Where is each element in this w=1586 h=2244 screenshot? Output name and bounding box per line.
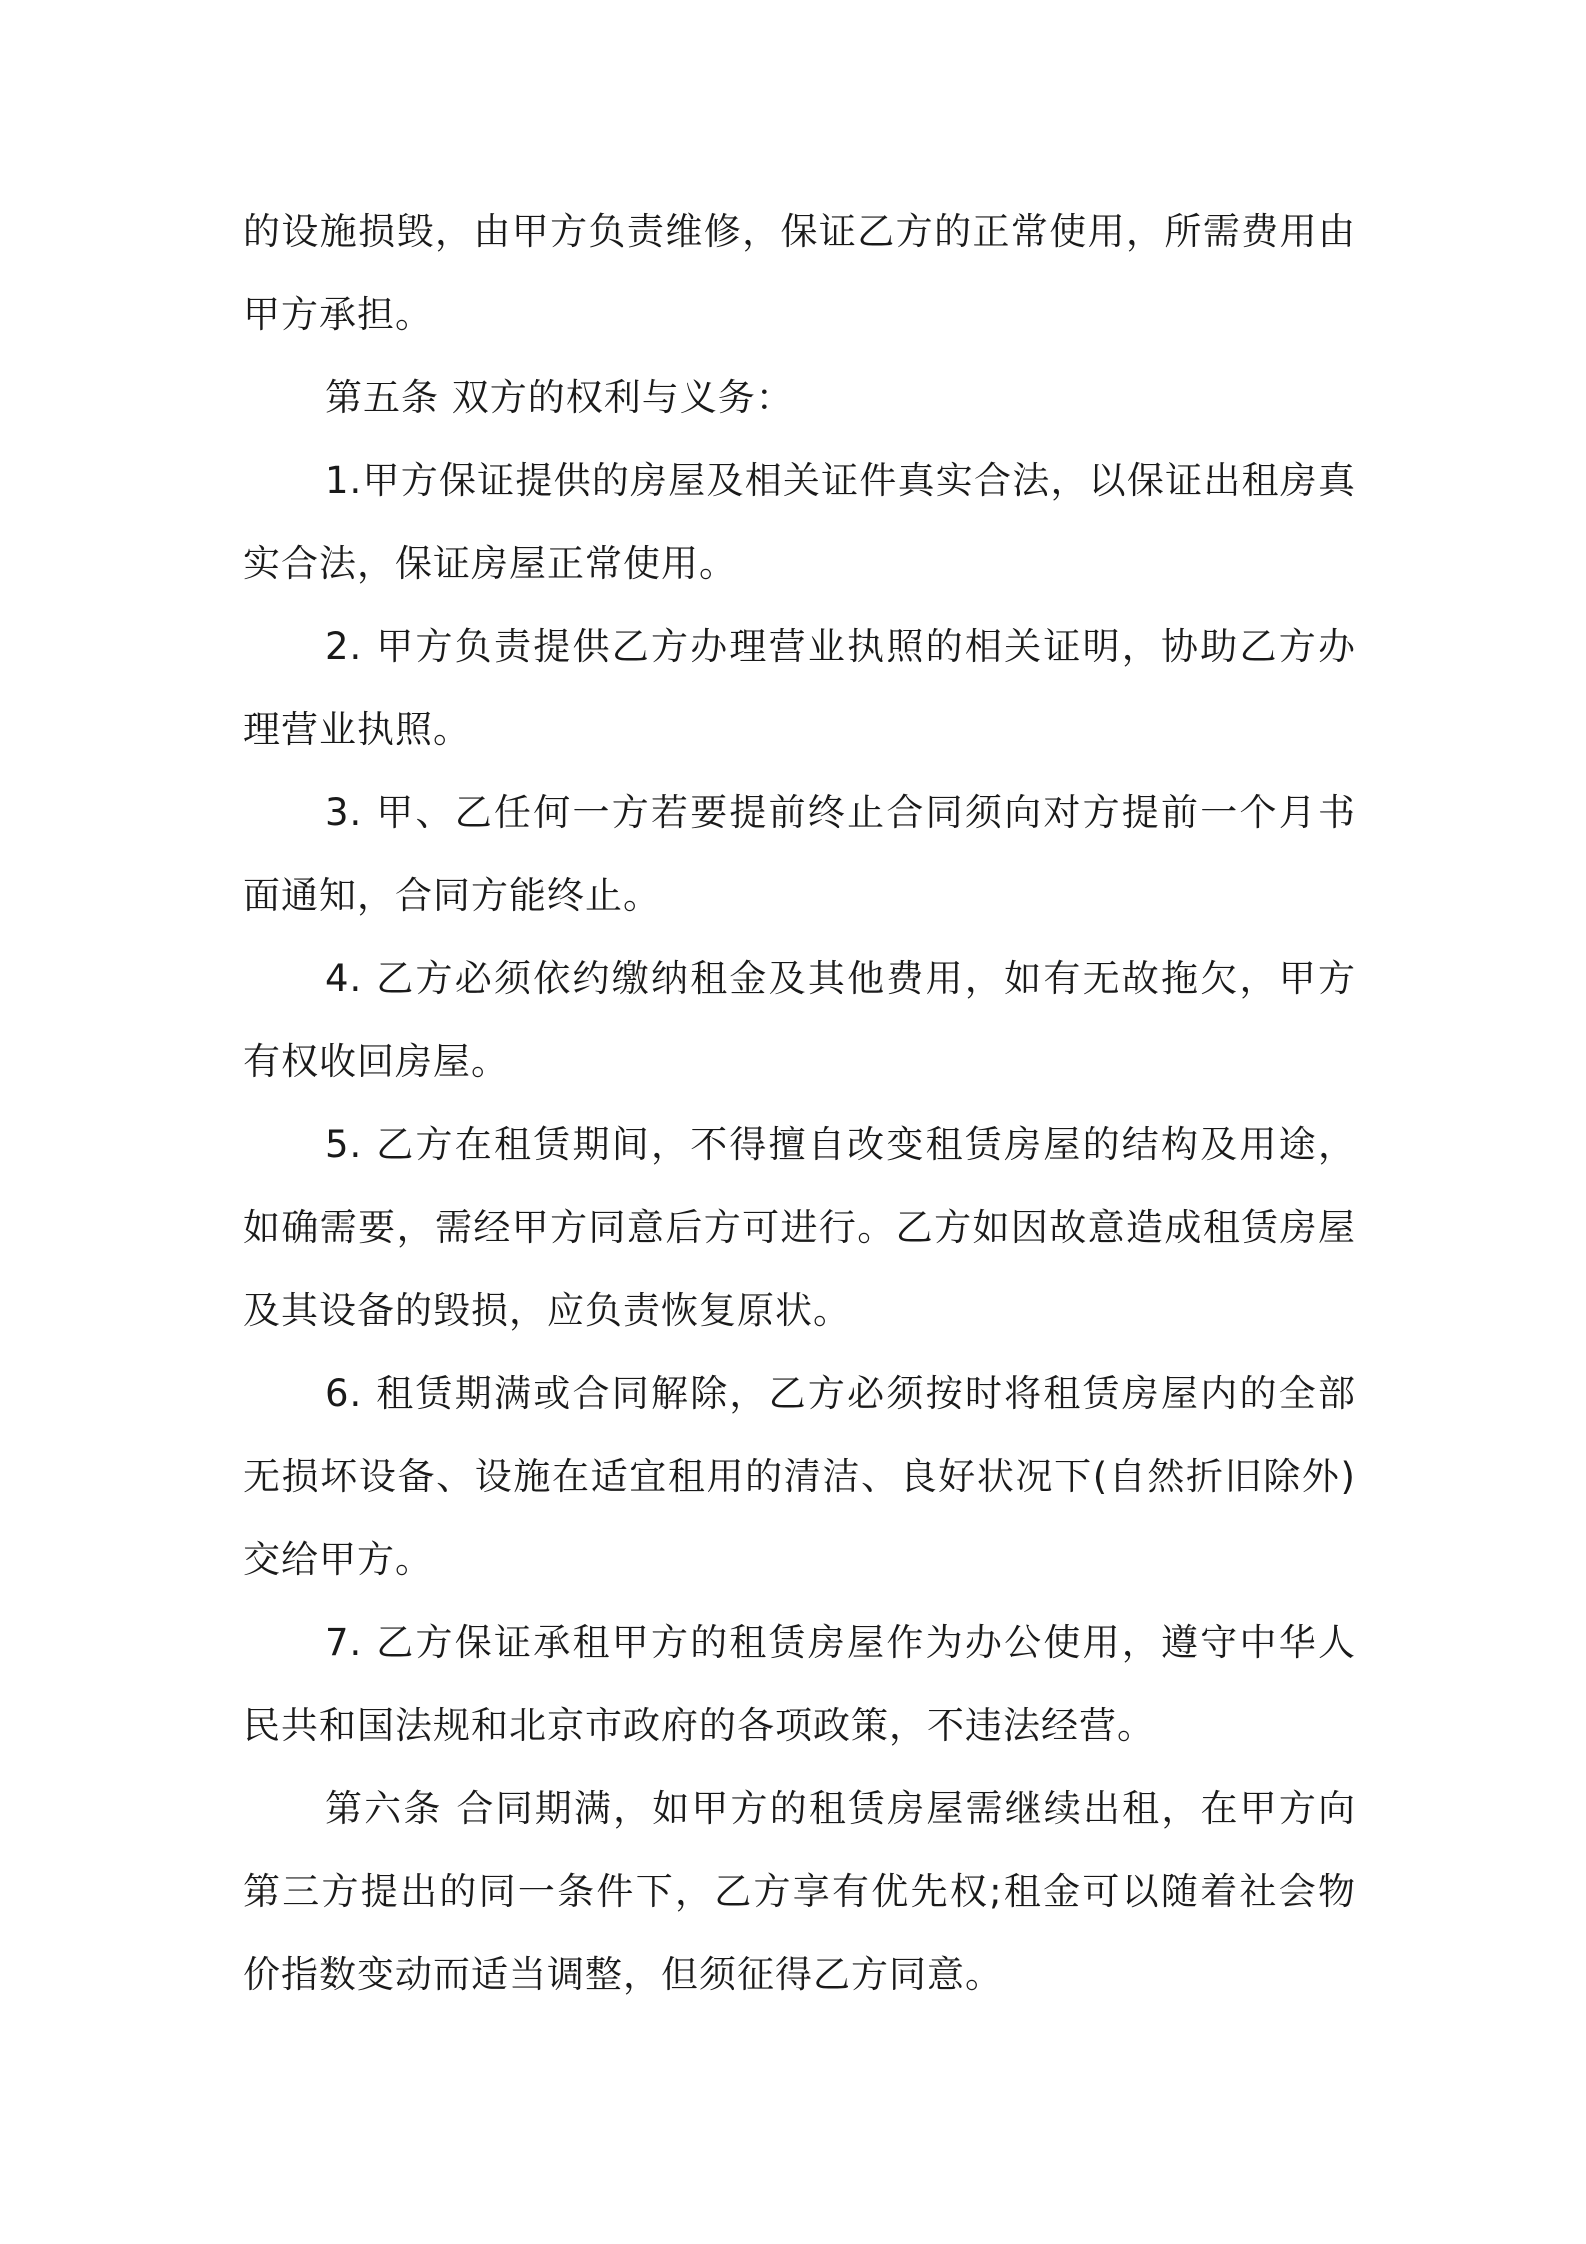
paragraph-continuation: 的设施损毁，由甲方负责维修，保证乙方的正常使用，所需费用由甲方承担。 <box>243 210 1356 336</box>
clause-5: 5. 乙方在租赁期间，不得擅自改变租赁房屋的结构及用途，如确需要，需经甲方同意后方可进行。乙方如因故意造成租赁房屋及其设备的毁损，应负责恢复原状。 <box>243 1123 1356 1332</box>
clause-3: 3. 甲、乙任何一方若要提前终止合同须向对方提前一个月书面通知，合同方能终止。 <box>243 791 1356 917</box>
clause-7: 7. 乙方保证承租甲方的租赁房屋作为办公使用，遵守中华人民共和国法规和北京市政府的各项政策，不违法经营。 <box>243 1621 1356 1747</box>
clause-6: 6. 租赁期满或合同解除，乙方必须按时将租赁房屋内的全部无损坏设备、设施在适宜租用的清洁、良好状况下(自然折旧除外)交给甲方。 <box>243 1372 1356 1581</box>
article-6: 第六条 合同期满，如甲方的租赁房屋需继续出租，在甲方向第三方提出的同一条件下，乙方享有优先权;租金可以随着社会物价指数变动而适当调整，但须征得乙方同意。 <box>243 1787 1356 1996</box>
clause-2: 2. 甲方负责提供乙方办理营业执照的相关证明，协助乙方办理营业执照。 <box>243 625 1356 751</box>
article-5-heading: 第五条 双方的权利与义务： <box>325 376 794 419</box>
clause-4: 4. 乙方必须依约缴纳租金及其他费用，如有无故拖欠，甲方有权收回房屋。 <box>243 957 1356 1083</box>
clause-1: 1.甲方保证提供的房屋及相关证件真实合法，以保证出租房真实合法，保证房屋正常使用。 <box>243 459 1356 585</box>
